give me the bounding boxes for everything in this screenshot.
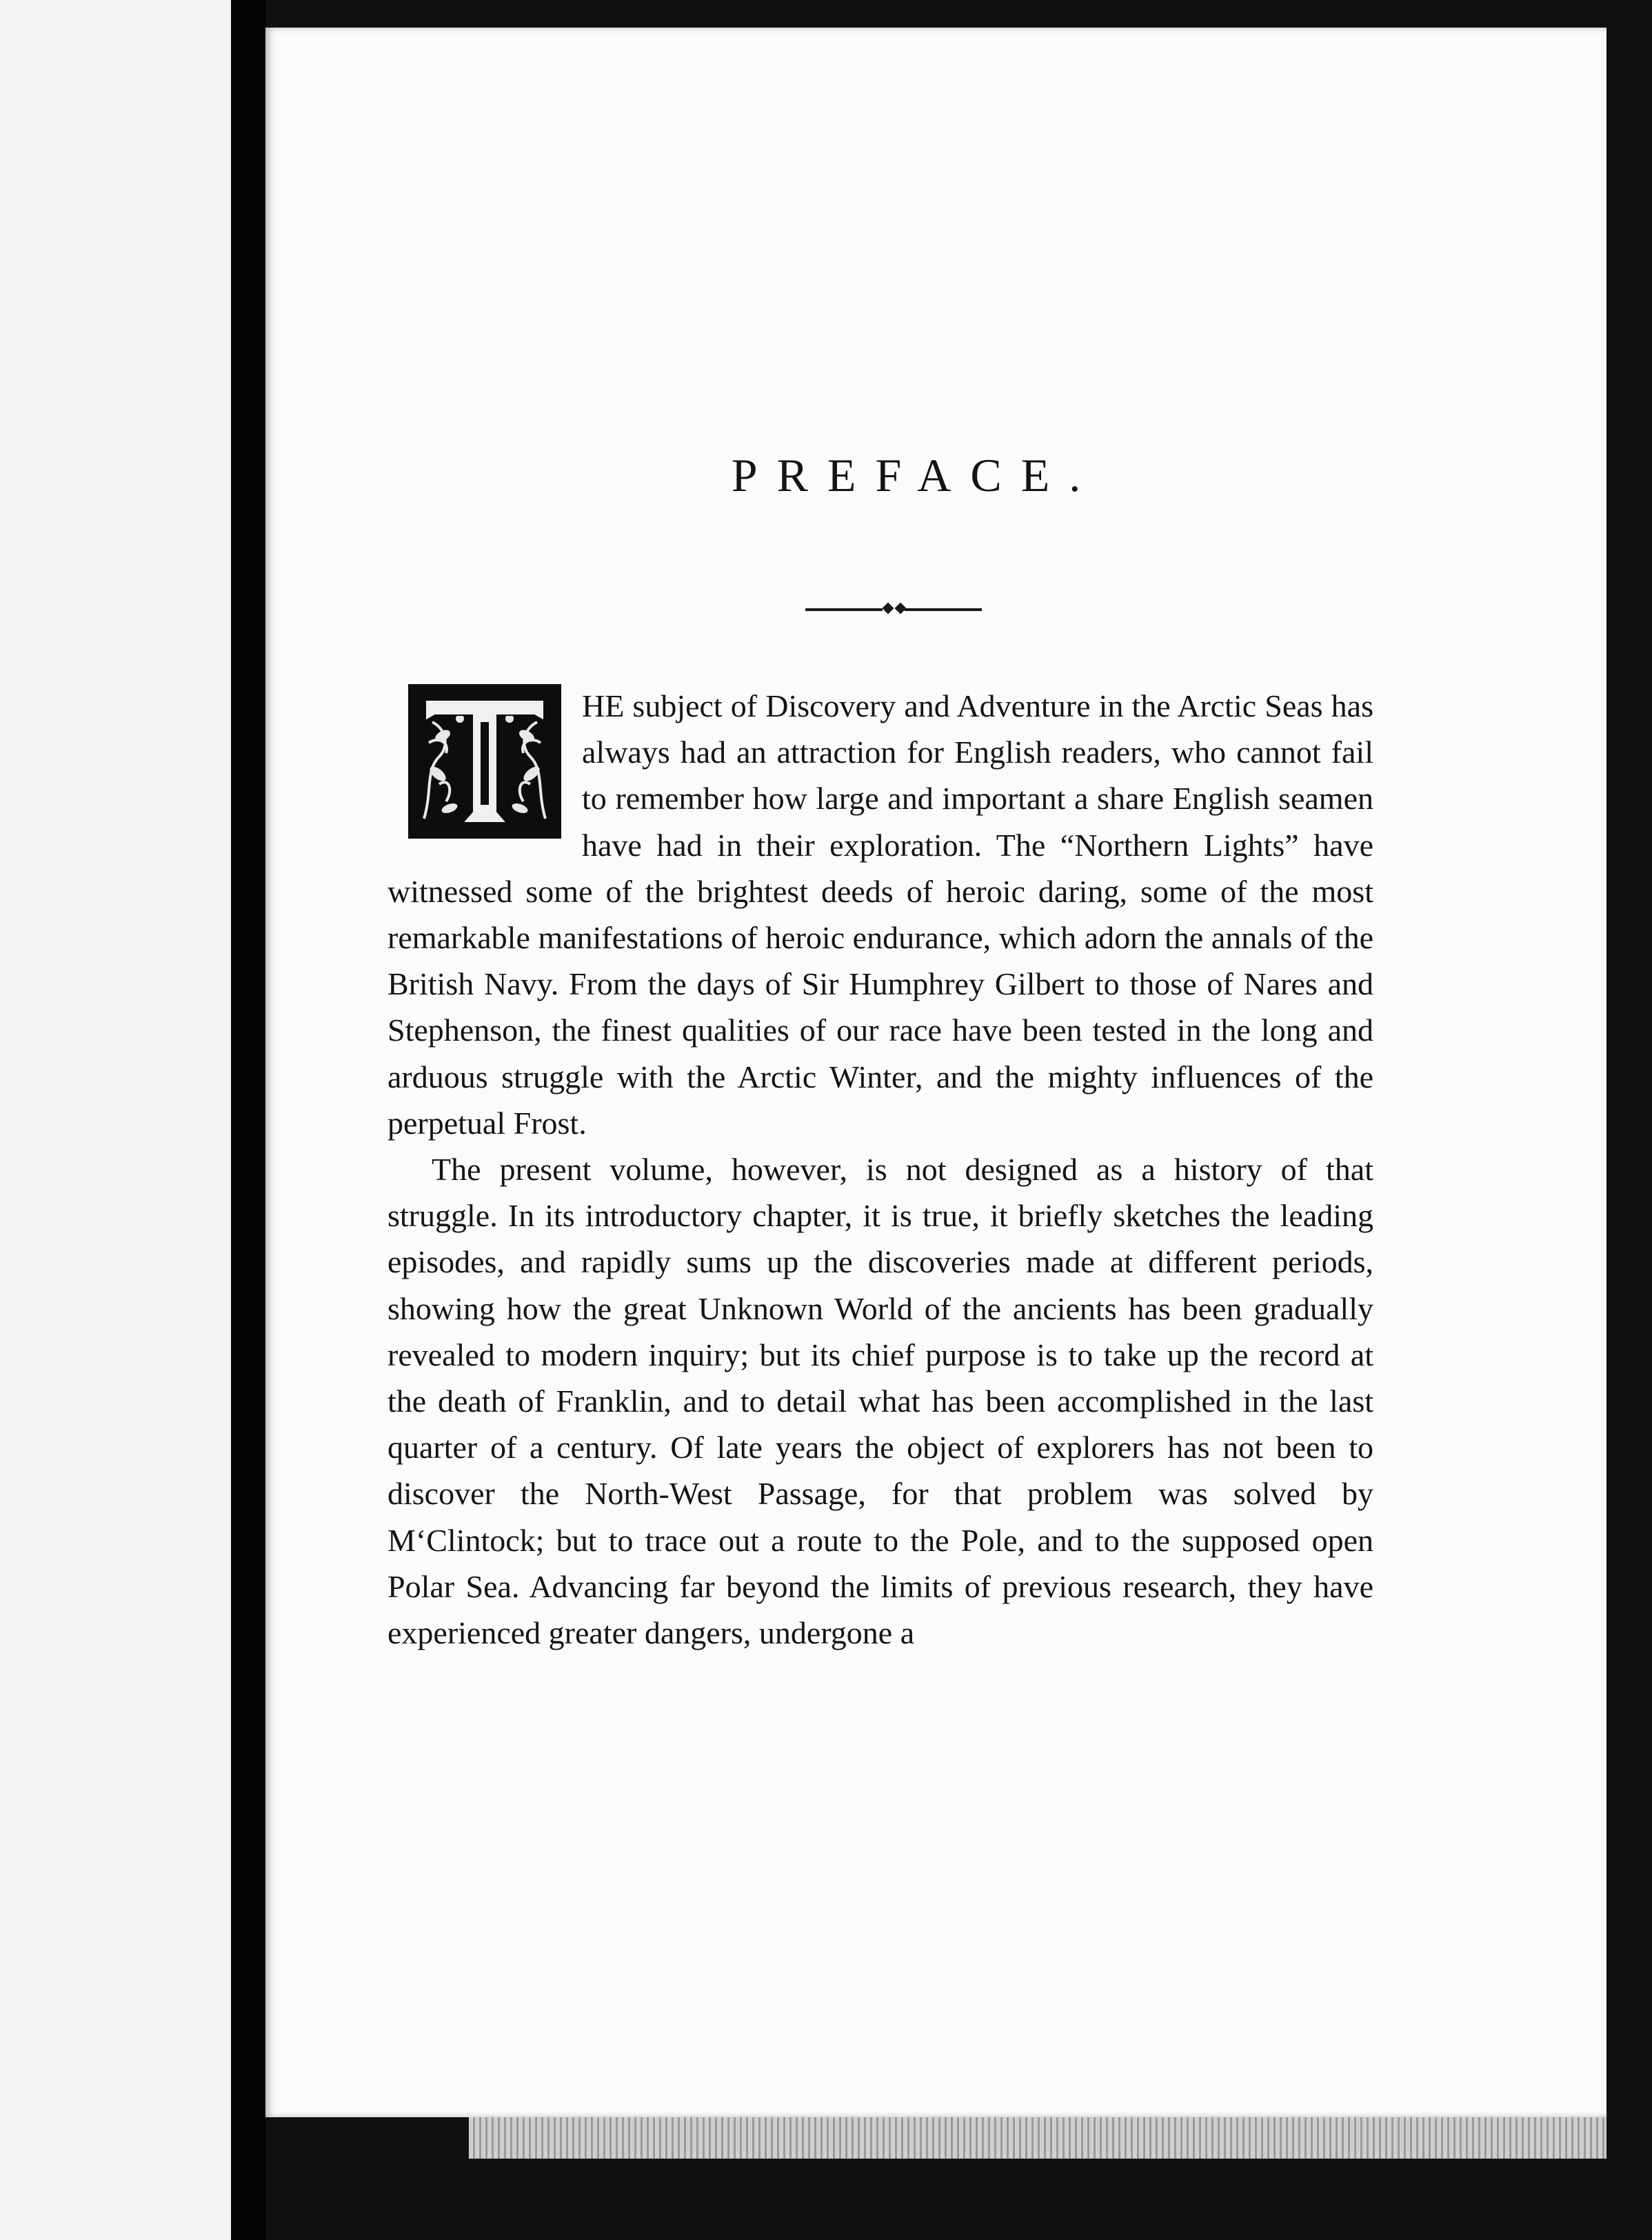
preface-paragraph-2: The present volume, however, is not designed as a history of that struggle. In its introductory chapter, it is true, it briefly sketches the leading episodes, and rapidly sums up the discoveries made at different periods, showing how the great Unknown World of the ancients has been gradually revealed to modern inquiry; but its chief purpose is to take up the record at the death of Franklin, and to detail what has been accomplished in the last quarter of a century. Of late years the object of explorers has not been to discover the North-West Passage, for that problem was solved by M‘Clintock; but to trace out a route to the Pole, and to the supposed open Polar Sea. Advancing far beyond the limits of previous research, they have experienced greater dangers, undergone a <box>387 1152 1373 1651</box>
facing-page-edge <box>0 0 231 2240</box>
preface-paragraph-1: HE subject of Discovery and Adventure in the Arctic Seas has always had an attraction for English readers, who cannot fail to remember how large and important a share English seamen have had in their exploration. The “Northern Lights” have witnessed some of the brightest deeds of heroic daring, some of the most remarkable manifestations of heroic endurance, which adorn the annals of the British Navy. From the days of Sir Humphrey Gilbert to those of Nares and Stephenson, the finest qualities of our race have been tested in the long and arduous struggle with the Arctic Winter, and the mighty influences of the perpetual Frost. <box>387 688 1373 1141</box>
preface-body <box>387 683 1373 1656</box>
book-gutter <box>231 0 265 2240</box>
page-stack-edge <box>469 2117 1606 2159</box>
page-title: PREFACE. <box>731 449 1100 501</box>
